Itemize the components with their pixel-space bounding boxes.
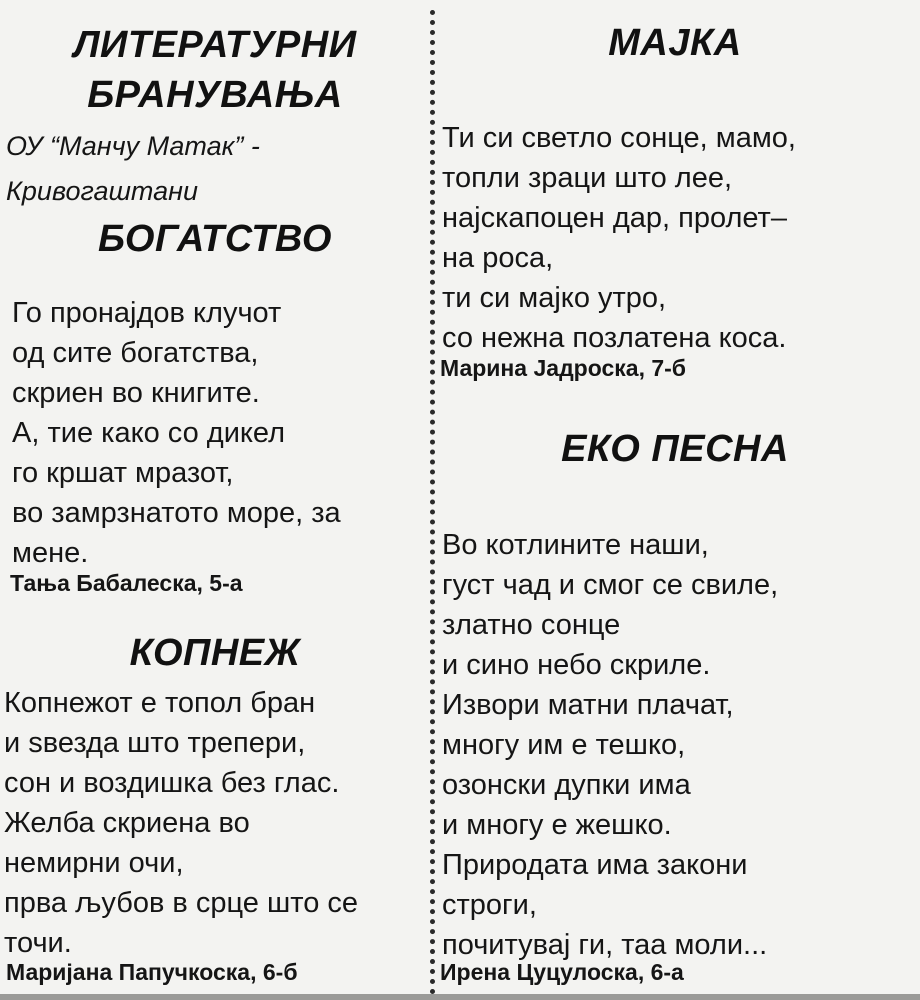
poem-author-majka: Марина Јадроска, 7-б — [440, 355, 687, 381]
poem-title-kopnez: КОПНЕЖ — [129, 632, 301, 674]
poem-line: А, тие како со дикел — [12, 417, 286, 449]
poem-line: Го пронајдов клучот — [12, 297, 282, 329]
poem-line: многу им е тешко, — [442, 729, 686, 761]
poem-body-kopnez — [4, 683, 358, 963]
poem-title-eko: ЕКО ПЕСНА — [561, 428, 789, 470]
poem-line: ти си мајко утро, — [442, 282, 667, 314]
poem-line: и многу е жешко. — [442, 809, 672, 841]
poem-line: Ти си светло сонце, мамо, — [442, 122, 796, 154]
poem-line: од сите богатства, — [12, 337, 259, 369]
poem-body-bogatstvo — [12, 293, 341, 573]
poem-line: мене. — [12, 537, 89, 569]
school-name-line2: Кривогаштани — [6, 176, 198, 206]
page-bottom-edge — [0, 994, 920, 1000]
poem-line: и ѕвезда што трепери, — [4, 727, 306, 759]
poem-line: со нежна позлатена коса. — [442, 322, 787, 354]
poem-title-majka: МАЈКА — [608, 22, 742, 64]
section-title-line1: ЛИТЕРАТУРНИ — [73, 24, 357, 66]
poem-title-bogatstvo: БОГАТСТВО — [98, 218, 332, 260]
poem-line: Во котлините наши, — [442, 529, 709, 561]
poem-author-eko: Ирена Цуцулоска, 6-а — [440, 959, 684, 985]
poem-line: на роса, — [442, 242, 554, 274]
poem-line: сон и воздишка без глас. — [4, 767, 340, 799]
poem-author-kopnez: Маријана Папучкоска, 6-б — [6, 959, 298, 985]
poem-body-majka — [442, 118, 796, 358]
poem-line: озонски дупки има — [442, 769, 691, 801]
poem-line: немирни очи, — [4, 847, 184, 879]
poem-body-eko — [442, 525, 778, 965]
poem-line: Желба скриена во — [4, 807, 250, 839]
column-divider — [430, 10, 435, 995]
poem-line: топли зраци што лее, — [442, 162, 733, 194]
poem-line: густ чад и смог се свиле, — [442, 569, 779, 601]
poem-line: почитувај ги, таа моли... — [442, 929, 768, 961]
poem-author-bogatstvo: Тања Бабалеска, 5-а — [10, 570, 243, 596]
poem-line: најскапоцен дар, пролет– — [442, 202, 787, 234]
poem-line: златно сонце — [442, 609, 621, 641]
poem-line: Извори матни плачат, — [442, 689, 734, 721]
poem-line: скриен во книгите. — [12, 377, 260, 409]
poem-line: прва љубов в срце што се — [4, 887, 359, 919]
poem-line: и сино небо скриле. — [442, 649, 711, 681]
poem-line: строги, — [442, 889, 537, 921]
poem-line: точи. — [4, 927, 72, 959]
poem-line: го кршат мразот, — [12, 457, 234, 489]
poem-line: Природата има закони — [442, 849, 748, 881]
poem-line: Копнежот е топол бран — [4, 687, 316, 719]
school-name-line1: ОУ “Манчу Матак” - — [6, 131, 260, 161]
section-title-line2: БРАНУВАЊА — [87, 74, 343, 116]
poem-line: во замрзнатото море, за — [12, 497, 341, 529]
